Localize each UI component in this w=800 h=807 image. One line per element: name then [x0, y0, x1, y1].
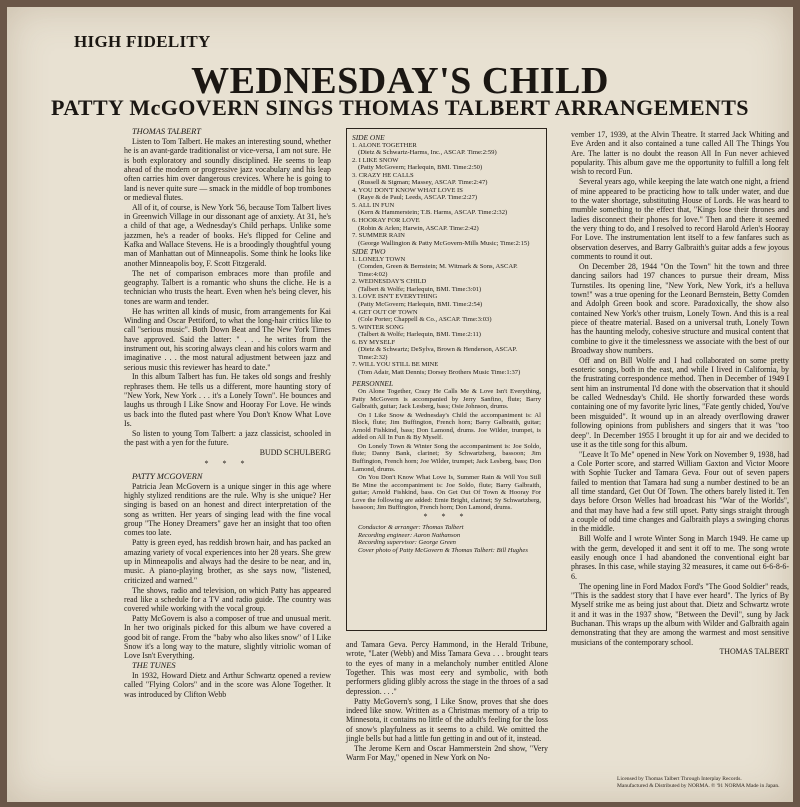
- personnel-paragraph: On You Don't Know What Love Is, Summer Rain & Will You Still Be Mine the accompaniment is: Joe Soldo, flute; Barry Galbraith, guitar; Arnold Fishkind, bass. On Get Out Of Town & Hooray For Love the following are added: Ernie Bright, clarinet; Sy Schwartzberg, bassoon; Jim Buffington, French horn; Don Lamond, drums.: [352, 474, 541, 512]
- paragraph: The Jerome Kern and Oscar Hammerstein 2nd show, "Very Warm For May," opened in New York on No-: [346, 743, 548, 763]
- paragraph: The shows, radio and television, on which Patty has appeared read like a schedule for a TV and radio guide. The country was covered while working with the vocal group.: [124, 585, 331, 614]
- track-listing-box: [346, 128, 547, 631]
- paragraph: and Tamara Geva. Percy Hammond, in the Herald Tribune, wrote, "Later (Webb) and Miss Tamara Geva . . . brought tears to the eyes of many in a melancholy number entitled Alone Together. This was most eery and symbolic, with both performers gliding glibly across the stage in the throes of a sad depression. . . .": [346, 640, 548, 696]
- track-title: 1. LONELY TOWN: [352, 255, 406, 263]
- credit-line: Conductor & arranger: Thomas Talbert: [358, 524, 464, 532]
- track-credit: (Patty McGovern; Harlequin, BMI. Time:2:54): [358, 301, 483, 309]
- track-title: 4. GET OUT OF TOWN: [352, 308, 418, 316]
- track-credit: (Russell & Sigman; Massey, ASCAP. Time:2:47): [358, 179, 488, 187]
- credit-line: Cover photo of Patty McGovern & Thomas Talbert: Bill Hughes: [358, 546, 528, 554]
- track-title: 4. YOU DON'T KNOW WHAT LOVE IS: [352, 186, 463, 194]
- track-item: [352, 142, 541, 157]
- paragraph: He has written all kinds of music, from arrangements for Kai Winding and Oscar Pettiford, to what the long-hair critics like to call "serious music". Both Down Beat and The New York Times have approved. Said the latter: " . . . he writes from the instrument out, his scoring always clean and his colors warm and imaginative . . . the most natural adjustment between jazz and serious music this reviewer has heard to date.": [124, 306, 331, 372]
- paragraph: vember 17, 1939, at the Alvin Theatre. It starred Jack Whiting and Eve Arden and it also contained a tune called All The Things You Are. The latter is no doubt the reason All In Fun never achieved popularity. This album gave me the opportunity to fulfill a long felt wish to record Fun.: [571, 130, 789, 177]
- personnel-heading: PERSONNEL: [352, 378, 394, 388]
- track-credit: (Tom Adair, Matt Dennis; Dorsey Brothers Music Time:1:37): [358, 368, 521, 376]
- liner-notes-sheet: [7, 7, 793, 802]
- track-title: 5. ALL IN FUN: [352, 201, 395, 209]
- credit-line: Recording supervisor: George Green: [358, 539, 456, 547]
- notes-column-middle: [346, 640, 548, 763]
- track-item: [352, 361, 541, 376]
- paragraph: Patty McGovern's song, I Like Snow, proves that she does indeed like snow. Written as a Christmas memory of a trip to Minnesota, it contains no little of the adult's feeling for the loss of snow's playfulness as it seems to a child. We omitted the jingle bells but had a little fun getting in and out of it, instead.: [346, 696, 548, 743]
- track-item: [352, 157, 541, 172]
- album-title: WEDNESDAY'S CHILD: [191, 60, 609, 102]
- paragraph: All of it, of course, is New York '56, because Tom Talbert lives in Greenwich Village in our dissonant age of anxiety. At 31, he's a child of that age, a Wednesday's Child perhaps. Unlike some jazzmen, he's a reader of books. He's flipped for Celine and Kafka and Wallace Stevens. He is a broodingly thoughtful young man of Manhattan out of Minneapolis. Some think he looks like another Minneapolis boy, F. Scott Fitzgerald.: [124, 202, 331, 268]
- track-item: [352, 172, 541, 187]
- track-credit: (George Wallington & Patty McGovern-Mills Music; Time:2:15): [358, 239, 530, 247]
- track-credit: (Kern & Hammerstein; T.B. Harms, ASCAP. Time:2:32): [358, 209, 508, 217]
- section-heading: PATTY MCGOVERN: [132, 471, 203, 481]
- separator: * * *: [423, 511, 470, 521]
- track-credit: (Raye & de Paul; Leeds, ASCAP. Time:2:27): [358, 194, 478, 202]
- side-two-tracks: [352, 256, 541, 377]
- paragraph: Listen to Tom Talbert. He makes an interesting sound, whether he is an avant-garde traditionalist or vice-versa, I am not sure. He is both exploratory and soundly disciplined. He seems to leap ahead of the modern or progressive jazz vocabulary and his leap often carries him over dangerous crevices. Where he is going to land is never quite sure — smack in the middle of bop trombones or medieval flutes.: [124, 136, 331, 202]
- track-credit: (Robin & Arlen; Harwin, ASCAP. Time:2:42): [358, 224, 479, 232]
- track-item: [352, 256, 541, 279]
- paragraph: The net of comparison embraces more than profile and geography. Talbert is a romantic who shuns the cliche. He is a technician who trusts the heart. Even when he's being clever, his tones are warm and tender.: [124, 268, 331, 306]
- section-heading: THOMAS TALBERT: [132, 127, 201, 136]
- track-title: 6. HOORAY FOR LOVE: [352, 217, 420, 225]
- track-credit: (Talbert & Wolfe; Harlequin, BMI. Time:3:01): [358, 285, 482, 293]
- track-credit: (Dietz & Schwartz; DeSylva, Brown & Henderson, ASCAP. Time:2:32): [358, 346, 517, 361]
- separator: * * *: [204, 458, 251, 468]
- signature: BUDD SCHULBERG: [259, 448, 331, 458]
- paragraph: Patty McGovern is also a composer of true and unusual merit. In her two originals picked for this album we have covered a good bit of range. From the "baby who also likes snow" of I Like Snow it's a long way to the mature, slightly vitriolic woman of Love Isn't Everything.: [124, 614, 331, 661]
- track-item: [352, 232, 541, 247]
- track-item: [352, 309, 541, 324]
- track-title: 5. WINTER SONG: [352, 323, 404, 331]
- paragraph: In this album Talbert has fun. He takes old songs and freshly rephrases them. He tells us a different, more haunting story of "New York, New York . . . it's a Lonely Town". He bounces and laughs us through I Like Snow and Hooray For Love. He winds us back into the fluted past where You Don't Know What Love Is.: [124, 372, 331, 429]
- track-item: [352, 293, 541, 308]
- license-line: Licensed by Thomas Talbert Through Interplay Records.: [617, 776, 742, 782]
- manufacturer-line: Manufactured & Distributed by NORMA. ℗ '91 NORMA Made in Japan.: [617, 782, 780, 789]
- track-credit: (Comden, Green & Bernstein; M. Witmark & Sons, ASCAP. Time:4:02): [358, 263, 518, 278]
- track-title: 7. SUMMER RAIN: [352, 232, 405, 240]
- track-item: [352, 202, 541, 217]
- paragraph: Off and on Bill Wolfe and I had collaborated on some pretty esoteric songs, both in the east, and while I lived in California, by the frustrating correspondence method. Then in December of 1949 I sent him an instrumental I'd done with the observation that it should be called Wednesday's Child. He shortly forwarded these words containing one of my favorite lyric lines, "Fate gently chided, You've been misguided". It wound up in an already overflowing drawer following opinions from publishers and singers that it was "too deep". In December 1955 I brought it up for air and we decided to use it as the title song for this album.: [571, 355, 789, 449]
- signature: THOMAS TALBERT: [719, 647, 789, 657]
- side-one-heading: SIDE ONE: [352, 133, 385, 142]
- album-subtitle: PATTY McGOVERN SINGS THOMAS TALBERT ARRANGEMENTS: [51, 95, 749, 120]
- paragraph: Patricia Jean McGovern is a unique singer in this age where highly stylized renditions are the rule. Why is she unique? Her singing is based on an honest and direct interpretation of the song as written. Her years of singing lead with the fine vocal group "The Honey Dreamers" gave her an insight that too often comes too late.: [124, 481, 331, 538]
- track-title: 6. BY MYSELF: [352, 338, 396, 346]
- track-credit: (Patty McGovern; Harlequin, BMI. Time:2:50): [358, 164, 483, 172]
- personnel-paragraph: On Alone Together, Crazy He Calls Me & Love Isn't Everything, Patty McGovern is accompanied by Jerry Sanfino, flute; Barry Galbraith, guitar; Jack Lesberg, bass; Osie Johnson, drums.: [352, 388, 541, 411]
- track-credit: (Dietz & Schwartz-Harms, Inc., ASCAP. Time:2:59): [358, 149, 497, 157]
- side-two-heading: SIDE TWO: [352, 247, 386, 257]
- paragraph: Patty is green eyed, has reddish brown hair, and has packed an amazing variety of vocal experiences into her 28 years. She grew up in Minneapolis and always had the desire to be near, and in, music. A piano-playing brother, as she says now, "listened, criticized and warned.": [124, 538, 331, 585]
- track-title: 2. I LIKE SNOW: [352, 156, 399, 164]
- track-item: [352, 339, 541, 362]
- side-one-tracks: [352, 142, 541, 248]
- credit-line: Recording engineer: Aaron Nathanson: [358, 531, 461, 539]
- paragraph: The opening line in Ford Madox Ford's "The Good Soldier" reads, "This is the saddest story that I have ever heard". The lyrics of By Myself strike me as being just about that. Dietz and Schwartz wrote it and it was in the 1937 show, "Between the Devil", sung by Jack Buchanan. This wraps up the album with Wilder and Galbraith again demonstrating that they are among the warmest and most sensitive musicians of the contemporary school.: [571, 581, 789, 647]
- track-credit: (Talbert & Wolfe; Harlequin, BMI. Time:2:11): [358, 331, 481, 339]
- paragraph: On December 28, 1944 "On the Town" hit the town and three dancing sailors had 197 chances to pursue their dream, Miss Turnstiles. Its opening line, "New York, New York, it's a helluva town!" was a true opening for the Leonard Bernstein, Betty Comden and Adolph Green book and score. Paradoxically, the show also contained New York's other truism, Lonely Town. And this is a real piece of theatre material. Based on a universal truth, Lonely Town has the haunting melody, cohesive structure and musical content that combine to give it the timelessness we associate with the best of our Broadway show numbers.: [571, 261, 789, 355]
- license-fine-print: [617, 776, 780, 789]
- track-title: 2. WEDNESDAY'S CHILD: [352, 278, 427, 286]
- paragraph: So listen to young Tom Talbert: a jazz classicist, schooled in the past with a yen for the future.: [124, 429, 331, 448]
- paragraph: In 1932, Howard Dietz and Arthur Schwartz opened a review called "Flying Colors" and in the score was Alone Together. It was introduced by Clifton Webb: [124, 671, 331, 699]
- track-title: 7. WILL YOU STILL BE MINE: [352, 361, 439, 369]
- track-item: [352, 187, 541, 202]
- personnel-paragraph: On Lonely Town & Winter Song the accompaniment is: Joe Soldo, flute; Danny Bank, clarinet; Sy Schwartzberg, bassoon; Jim Buffington, French horn; Joe Wilder, trumpet; Jack Lesberg, bass; Don Lamond, drums.: [352, 442, 541, 473]
- track-credit: (Cole Porter; Chappell & Co., ASCAP. Time:3:03): [358, 316, 492, 324]
- paragraph: Bill Wolfe and I wrote Winter Song in March 1949. He came up with the germ, developed it and sent it off to me. The song wrote easily enough once I had abandoned the conventional eight bar phrases. In this case, while staying 32 measures, it came out 6-6-8-6-6.: [571, 534, 789, 581]
- paragraph: "Leave It To Me" opened in New York on November 9, 1938, had a Cole Porter score, and starred William Gaxton and Victor Moore with Sophie Tucker and Tamara Geva. Four out of seven papers failed to mention that Tamara had sung a number destined to be an all time standard, Get Out Of Town. The others barely listed it. Ten days before Orson Welles had broadcast his "War of the Worlds", and that may have had a few still upset. Patty sings straight through a couple of odd time changes and Galbraith plays a swinging chorus in the middle.: [571, 449, 789, 534]
- label-name: HIGH FIDELITY: [74, 32, 211, 51]
- track-item: [352, 278, 541, 293]
- personnel-paragraph: On I Like Snow & Wednesday's Child the accompaniment is: Al Block, flute; Jim Buffington, French horn; Barry Galbraith, guitar; Arnold Fishkind, bass; Don Lamond, drums. Joe Wilder, trumpet, is added on All In Fun & By Myself.: [352, 411, 541, 442]
- notes-column-right: [571, 130, 789, 657]
- paragraph: Several years ago, while keeping the late watch one night, a friend of mine appeared to be practicing how to talk under water, and due to the water shortage, substituting House of Lords. He was heard to mumble something to the effect that, "Kings lose their thrones and ladies disconnect their phones for love." Then and there it seemed the very thing to do, and I resolved to record Harold Arlen's Hooray For Love. The instrumentation lent itself to a few fanfares such as observation deserves, and Barry Galbraith's guitar adds a few joyous comments to round it out.: [571, 177, 789, 261]
- track-item: [352, 324, 541, 339]
- track-title: 3. CRAZY HE CALLS: [352, 171, 414, 179]
- track-item: [352, 217, 541, 232]
- section-heading: THE TUNES: [132, 661, 176, 671]
- track-title: 3. LOVE ISN'T EVERYTHING: [352, 293, 438, 301]
- track-title: 1. ALONE TOGETHER: [352, 141, 417, 149]
- notes-column-left: [124, 127, 331, 700]
